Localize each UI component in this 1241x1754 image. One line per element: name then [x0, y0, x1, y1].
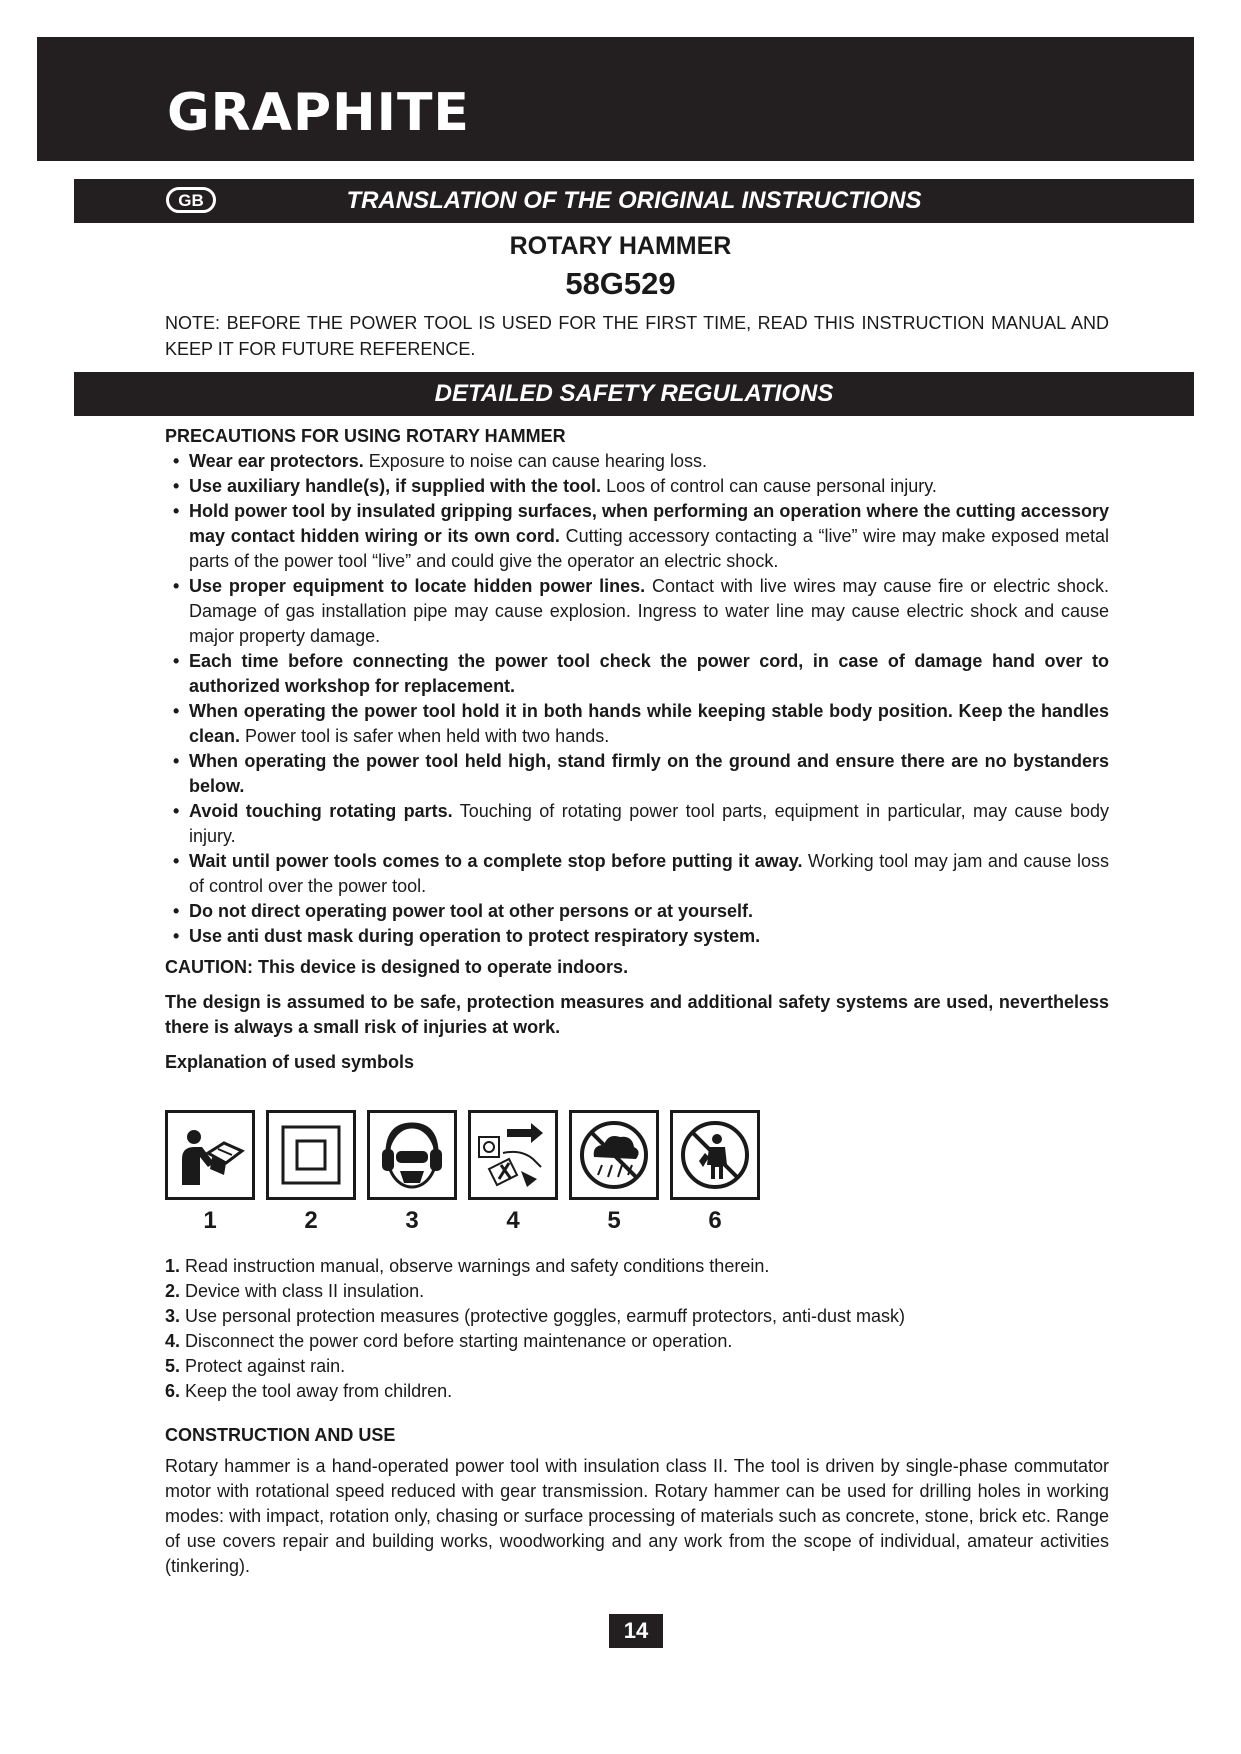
design-note: The design is assumed to be safe, protection measures and additional safety systems are used, nevertheless there is always a small risk of injuries at work.: [165, 992, 1109, 1037]
symbol-number: 2: [304, 1207, 318, 1234]
reading-note: NOTE: BEFORE THE POWER TOOL IS USED FOR THE FIRST TIME, READ THIS INSTRUCTION MANUAL AND KEEP IT FOR FUTURE REFERENCE.: [165, 313, 1109, 359]
list-item: 2. Device with class II insulation.: [165, 1281, 425, 1301]
precautions-list: [165, 449, 1109, 949]
list-item: • Hold power tool by insulated gripping surfaces, when performing an operation where the cutting accessory may contact hidden wiring or its own cord. Cutting accessory contacting a “live” wire may make exposed metal parts of the power tool “live” and could give the operator an electric shock.: [189, 499, 1109, 574]
list-item: • When operating the power tool hold it in both hands while keeping stable body position. Keep the handles clean. Power tool is safer when held with two hands.: [189, 699, 1109, 749]
list-item: • Wear ear protectors. Exposure to noise can cause hearing loss.: [189, 449, 1109, 474]
safety-band: [74, 372, 1194, 416]
disconnect-plug-icon: [471, 1113, 555, 1197]
read-manual-icon: [168, 1113, 252, 1197]
protection-gear-icon: [370, 1113, 454, 1197]
gb-country-badge: GB: [166, 187, 216, 213]
translation-band: [74, 179, 1194, 223]
construction-title: CONSTRUCTION AND USE: [165, 1425, 396, 1445]
precautions-title: PRECAUTIONS FOR USING ROTARY HAMMER: [165, 426, 566, 446]
header-bar: [37, 37, 1194, 161]
symbol-number: 6: [708, 1207, 722, 1234]
safety-title: DETAILED SAFETY REGULATIONS: [434, 380, 834, 407]
rain-protect-icon: [572, 1113, 656, 1197]
list-item: • Wait until power tools comes to a complete stop before putting it away. Working tool may jam and cause loss of control over the power tool.: [189, 849, 1109, 899]
symbols-title: Explanation of used symbols: [165, 1052, 415, 1072]
list-item: 4. Disconnect the power cord before starting maintenance or operation.: [165, 1331, 733, 1351]
model-number: 58G529: [565, 266, 676, 301]
construction-text: Rotary hammer is a hand-operated power tool with insulation class II. The tool is driven by single-phase commutator motor with rotational speed reduced with gear transmission. Rotary hammer can be used for drilling holes in working modes: with impact, rotation only, chasing or surface processing of materials such as concrete, stone, brick etc. Range of use covers repair and building works, woodworking and any work from the scope of individual, amateur activities (tinkering).: [165, 1456, 1109, 1576]
list-item: • Use anti dust mask during operation to protect respiratory system.: [189, 924, 1109, 949]
symbol-number: 5: [607, 1207, 621, 1234]
symbol-number: 1: [203, 1207, 217, 1234]
list-item: • Do not direct operating power tool at other persons or at yourself.: [189, 899, 1109, 924]
class-ii-insulation-icon: [269, 1113, 353, 1197]
safety-content: [165, 424, 1109, 1075]
list-item: • Use proper equipment to locate hidden power lines. Contact with live wires may cause fire or electric shock. Damage of gas installation pipe may cause explosion. Ingress to water line may cause electric shock and cause major property damage.: [189, 574, 1109, 649]
symbol-box-3: [367, 1110, 457, 1234]
list-item: • Use auxiliary handle(s), if supplied with the tool. Loos of control can cause personal injury.: [189, 474, 1109, 499]
symbols-row: [165, 1110, 760, 1234]
list-item: 5. Protect against rain.: [165, 1356, 346, 1376]
symbols-explanation-list: [165, 1254, 1109, 1404]
list-item: • Each time before connecting the power tool check the power cord, in case of damage hand over to authorized workshop for replacement.: [189, 649, 1109, 699]
brand-logo: GRAPHITE: [167, 83, 470, 143]
list-item: • Avoid touching rotating parts. Touching of rotating power tool parts, equipment in particular, may cause body injury.: [189, 799, 1109, 849]
symbol-box-1: [165, 1110, 255, 1234]
construction-section: [165, 1423, 1109, 1579]
symbol-box-2: [266, 1110, 356, 1234]
caution-text: CAUTION: This device is designed to operate indoors.: [165, 957, 629, 977]
page-number: 14: [609, 1614, 663, 1648]
symbol-number: 3: [405, 1207, 419, 1234]
product-name: ROTARY HAMMER: [509, 232, 732, 260]
list-item: 3. Use personal protection measures (protective goggles, earmuff protectors, anti-dust mask): [165, 1306, 906, 1326]
list-item: 6. Keep the tool away from children.: [165, 1381, 453, 1401]
list-item: • When operating the power tool held high, stand firmly on the ground and ensure there are no bystanders below.: [189, 749, 1109, 799]
translation-title: TRANSLATION OF THE ORIGINAL INSTRUCTIONS: [346, 187, 922, 214]
symbol-box-6: [670, 1110, 760, 1234]
symbol-number: 4: [506, 1207, 520, 1234]
symbol-box-5: [569, 1110, 659, 1234]
list-item: 1. Read instruction manual, observe warnings and safety conditions therein.: [165, 1256, 770, 1276]
keep-children-away-icon: [673, 1113, 757, 1197]
symbol-box-4: [468, 1110, 558, 1234]
